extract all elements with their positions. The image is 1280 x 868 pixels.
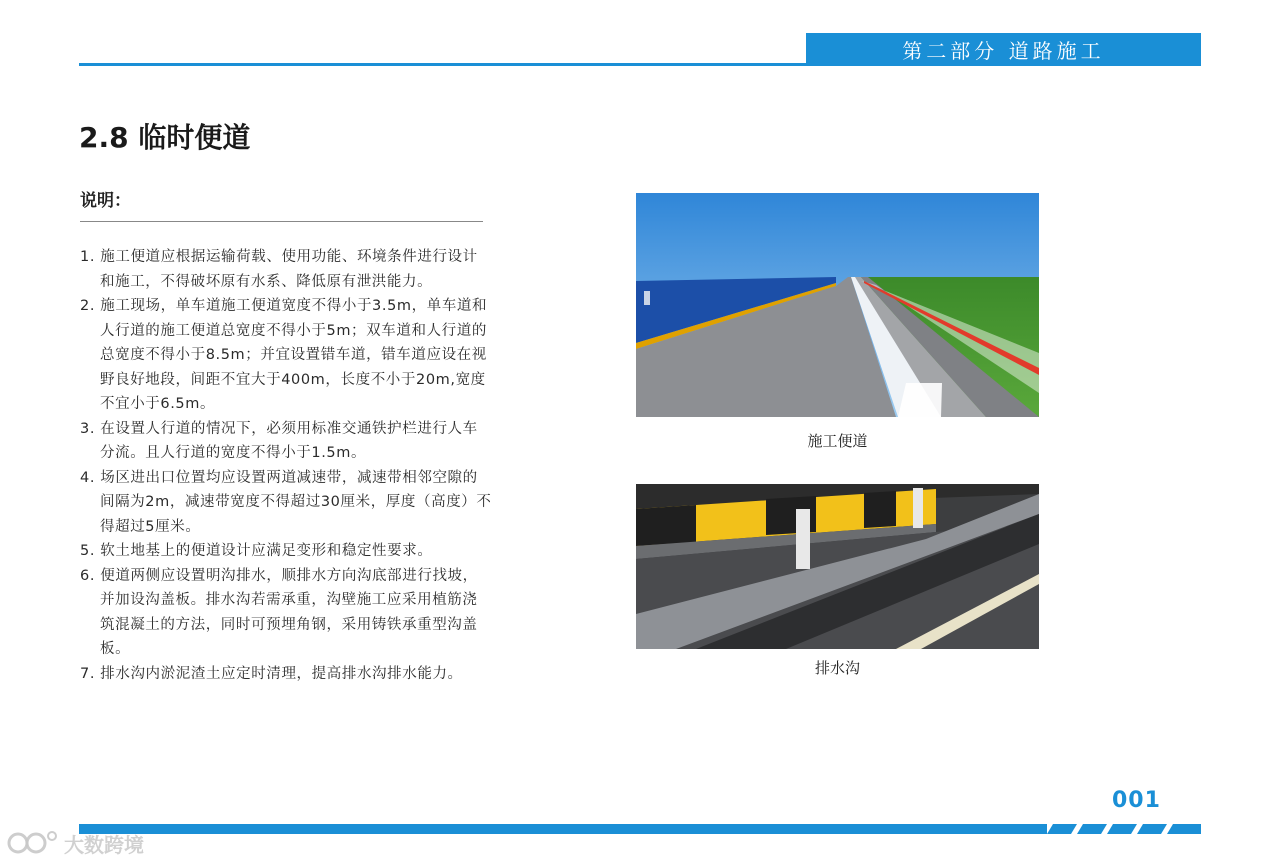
list-item: 1. 施工便道应根据运输荷载、使用功能、环境条件进行设计和施工，不得破坏原有水系、降低原有泄洪能力。 (80, 249, 478, 290)
temporary-road-photo (636, 193, 1039, 417)
list-item: 7. 排水沟内淤泥渣土应定时清理，提高排水沟排水能力。 (80, 665, 463, 682)
list-item: 2. 施工现场，单车道施工便道宽度不得小于3.5m，单车道和人行道的施工便道总宽度不得小于5m；双车道和人行道的总宽度不得小于8.5m；并宜设置错车道，错车道应设在视野良好地段，间距不宜大于400m，长度不小于20m,宽度不宜小于6.5m。 (80, 298, 488, 412)
description-list (80, 245, 492, 686)
figure-caption: 施工便道 (807, 432, 868, 450)
page-title: 2.8 临时便道 (79, 121, 251, 154)
figure-caption: 排水沟 (814, 659, 860, 677)
page-number: 001 (1112, 788, 1161, 813)
list-item: 6. 便道两侧应设置明沟排水，顺排水方向沟底部进行找坡，并加设沟盖板。排水沟若需承重，沟壁施工应采用植筋浇筑混凝土的方法，同时可预埋角钢，采用铸铁承重型沟盖板。 (80, 567, 478, 657)
watermark (6, 828, 144, 858)
footer-bar (79, 824, 1201, 834)
drainage-ditch-photo (636, 484, 1039, 649)
list-item: 4. 场区进出口位置均应设置两道减速带，减速带相邻空隙的间隔为2m，减速带宽度不得超过30厘米，厚度（高度）不得超过5厘米。 (80, 469, 492, 535)
section-tab: 第二部分 道路施工 (806, 33, 1201, 66)
watermark-logo-icon (6, 828, 60, 858)
list-item: 5. 软土地基上的便道设计应满足变形和稳定性要求。 (80, 543, 433, 559)
list-item: 3. 在设置人行道的情况下，必须用标准交通铁护栏进行人车分流。且人行道的宽度不得小于1.5m。 (80, 420, 478, 461)
watermark-text: 大数跨境 (64, 832, 144, 857)
description-heading: 说明： (80, 191, 131, 211)
description-divider (80, 221, 483, 222)
